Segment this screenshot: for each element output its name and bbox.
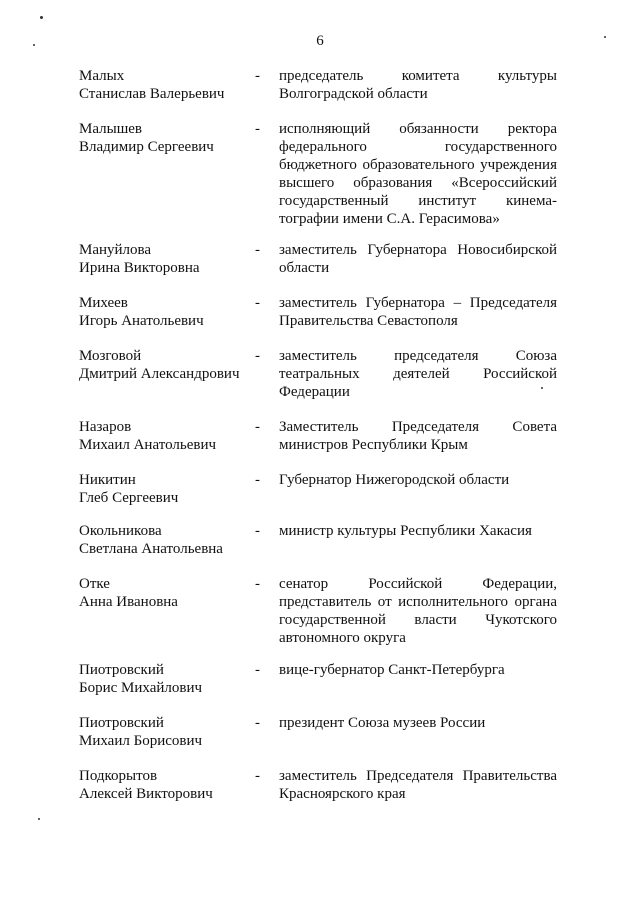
position-line: федерального государственного [279,139,557,155]
person-name [79,67,254,103]
surname: Мануйлова [79,242,152,258]
position-line: Правительства Севастополя [279,313,458,329]
scan-speck [40,16,43,19]
position-line: министр культуры Республики Хакасия [279,523,532,539]
given-names: Дмитрий Александрович [79,366,240,382]
scan-speck [541,387,543,389]
position-line: заместитель председателя Союза [279,348,557,364]
given-names: Владимир Сергеевич [79,139,214,155]
position-line: государственной власти Чукотского [279,612,557,628]
surname: Михеев [79,295,128,311]
position-line: сенатор Российской Федерации, [279,576,557,592]
dash-separator: - [255,523,260,539]
position-title [279,294,557,330]
surname: Пиотровский [79,662,164,678]
person-name [79,575,254,611]
position-line: высшего образования «Всероссийский [279,175,557,191]
given-names: Борис Михайлович [79,680,203,696]
given-names: Игорь Анатольевич [79,313,204,329]
position-line: Волгоградской области [279,86,428,102]
position-line: заместитель Председателя Правительства [279,768,557,784]
position-title [279,575,557,647]
position-title [279,418,557,454]
person-name [79,767,254,803]
scan-speck [38,818,40,820]
surname: Отке [79,576,110,592]
position-line: Губернатор Нижегородской области [279,472,510,488]
position-line: театральных деятелей Российской [279,366,557,382]
surname: Подкорытов [79,768,158,784]
given-names: Михаил Борисович [79,733,203,749]
surname: Никитин [79,472,136,488]
position-title [279,67,557,103]
dash-separator: - [255,121,260,137]
surname: Малышев [79,121,142,137]
position-line: бюджетного образовательного учреждения [279,157,557,173]
given-names: Анна Ивановна [79,594,178,610]
given-names: Глеб Сергеевич [79,490,179,506]
position-line: министров Республики Крым [279,437,468,453]
position-line: заместитель Губернатора – Председателя [279,295,557,311]
position-title [279,714,557,732]
position-title [279,241,557,277]
scan-speck [33,44,35,46]
dash-separator: - [255,348,260,364]
position-line: Федерации [279,384,350,400]
given-names: Светлана Анатольевна [79,541,223,557]
given-names: Алексей Викторович [79,786,213,802]
dash-separator: - [255,662,260,678]
position-title [279,471,557,489]
dash-separator: - [255,768,260,784]
position-line: вице-губернатор Санкт-Петербурга [279,662,505,678]
page-number: 6 [316,33,324,49]
position-line: председатель комитета культуры [279,68,557,84]
position-line: автономного округа [279,630,406,646]
given-names: Михаил Анатольевич [79,437,217,453]
surname: Мозговой [79,348,142,364]
surname: Окольникова [79,523,162,539]
dash-separator: - [255,576,260,592]
dash-separator: - [255,419,260,435]
surname: Назаров [79,419,132,435]
position-title [279,347,557,401]
position-line: исполняющий обязанности ректора [279,121,557,137]
dash-separator: - [255,68,260,84]
position-line: представитель от исполнительного органа [279,594,557,610]
given-names: Ирина Викторовна [79,260,200,276]
dash-separator: - [255,295,260,311]
person-name [79,120,254,156]
person-name [79,241,254,277]
surname: Пиотровский [79,715,164,731]
position-line: заместитель Губернатора Новосибирской [279,242,557,258]
position-line: президент Союза музеев России [279,715,486,731]
dash-separator: - [255,472,260,488]
position-title [279,522,557,540]
dash-separator: - [255,242,260,258]
position-title [279,767,557,803]
person-name [79,714,254,750]
position-line: Заместитель Председателя Совета [279,419,557,435]
person-name [79,418,254,454]
position-line: тографии имени С.А. Герасимова» [279,211,500,227]
scan-speck [604,36,606,38]
position-title [279,120,557,228]
position-line: области [279,260,330,276]
surname: Малых [79,68,125,84]
given-names: Станислав Валерьевич [79,86,225,102]
dash-separator: - [255,715,260,731]
position-line: Красноярского края [279,786,406,802]
person-name [79,294,254,330]
person-name [79,661,254,697]
person-name [79,471,254,507]
position-title [279,661,557,679]
person-name [79,347,254,383]
person-name [79,522,254,558]
position-line: государственный институт кинема- [279,193,557,209]
